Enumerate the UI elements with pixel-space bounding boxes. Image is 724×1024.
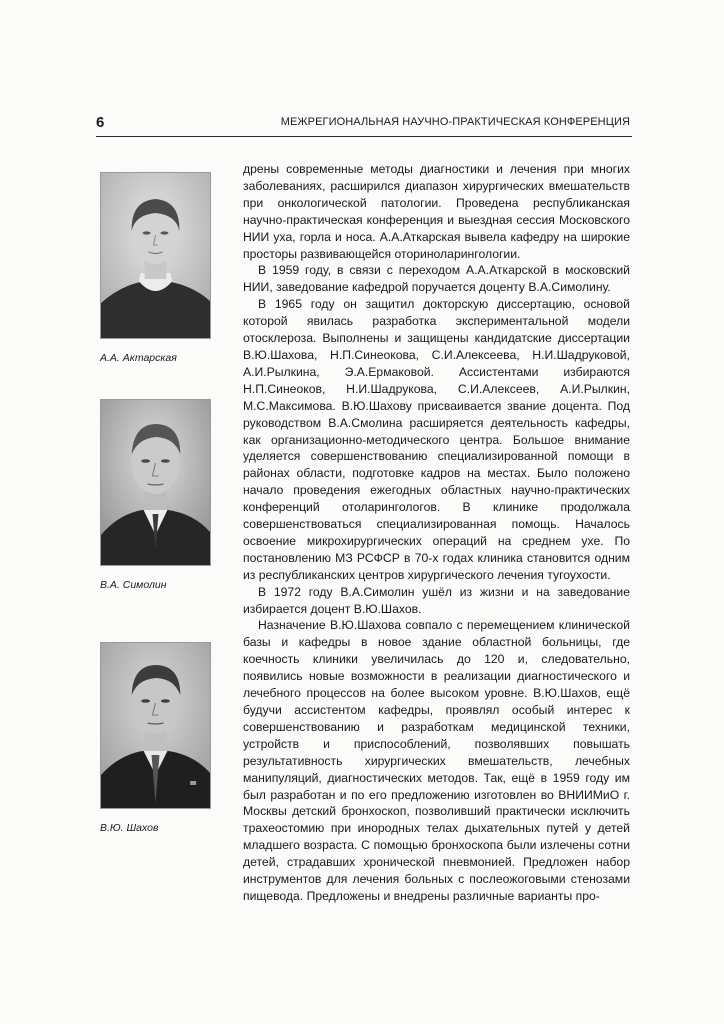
portrait-shakhov <box>100 642 210 834</box>
page-header <box>96 110 630 132</box>
running-title: МЕЖРЕГИОНАЛЬНАЯ НАУЧНО-ПРАКТИЧЕСКАЯ КОНФЕРЕНЦИЯ <box>280 116 630 128</box>
body-text <box>243 161 630 905</box>
portrait-photo <box>100 642 211 809</box>
woman-portrait-image <box>101 173 210 338</box>
header-rule <box>96 136 632 137</box>
page-number: 6 <box>96 114 105 131</box>
paragraph: дрены современные методы диагностики и лечения при многих заболеваниях, расширился диапазон хирургических вмешательств при онкологической патологии. Проведена республиканская научно-практическая конференция и выездная сессия Московского НИИ уха, горла и носа. А.А.Аткарская вывела кафедру на широкие просторы развивающейся оториноларингологии. <box>243 162 630 261</box>
paragraph: В 1965 году он защитил докторскую диссертацию, основой которой явилась разработка экспериментальной модели отосклероза. Выполнены и защищены кандидатские диссертации В.Ю.Шахова, Н.П.Синеокова, С.И.Алексеева, Н.И.Шадруковой, А.И.Рылкина, Э.А.Ермаковой. Ассистентами избираются Н.П.Синеоков, Н.И.Шадрукова, С.И.Алексеев, А.И.Рылкин, М.С.Максимова. В.Ю.Шахову присваивается звание доцента. Под руководством В.А.Смолина расширяется деятельность кафедры, как организационно-методического центра. Большое внимание уделяется совершенствованию специализированной помощи в районах области, подготовке кадров на местах. Было положено начало проведения ежегодных областных научно-практических конференций отоларингологов. В клинике продолжала совершенствоваться специализированная помощь. Началось освоение микрохирургических операций на среднем ухе. По постановлению МЗ РСФСР в 70-х годах клиника становится одним из республиканских центров хирургического лечения тугоухости. <box>243 297 630 582</box>
paragraph: В 1972 году В.А.Симолин ушёл из жизни и на заведование избирается доцент В.Ю.Шахов. <box>243 584 630 616</box>
portrait-caption: В.А. Симолин <box>100 579 167 591</box>
portrait-aktarskaya <box>100 172 210 364</box>
portrait-photo <box>100 399 211 566</box>
portrait-photo <box>100 172 211 339</box>
portrait-caption: В.Ю. Шахов <box>100 822 159 834</box>
man-portrait-image <box>101 643 210 808</box>
paragraph: В 1959 году, в связи с переходом А.А.Аткарской в московский НИИ, заведование кафедрой поручается доценту В.А.Симолину. <box>243 263 630 295</box>
portrait-simolin <box>100 399 210 591</box>
man-portrait-image <box>101 400 210 565</box>
paragraph: Назначение В.Ю.Шахова совпало с перемещением клинической базы и кафедры в новое здание областной больницы, где коечность клиники увеличилась до 120 и, следовательно, появились новые возможности в реализации диагностического и лечебного процессов на более высоком уровне. В.Ю.Шахов, ещё будучи ассистентом кафедры, проявлял особый интерес к совершенствованию и разработкам медицинской техники, устройств и приспособлений, позволявших повышать результативность хирургических вмешательств, лечебных манипуляций, диагностических методов. Так, ещё в 1959 году им был разработан и по его предложению изготовлен во ВНИИМиО г. Москвы детский бронхоскоп, позволивший практически исключить трахеостомию при инородных телах дыхательных путей у детей младшего возраста. С помощью бронхоскопа были излечены сотни детей, страдавших хронической пневмонией. Предложен набор инструментов для лечения больных с послеожоговыми стенозами пищевода. Предложены и внедрены различные варианты про- <box>243 618 630 903</box>
portrait-caption: А.А. Актарская <box>100 352 177 364</box>
